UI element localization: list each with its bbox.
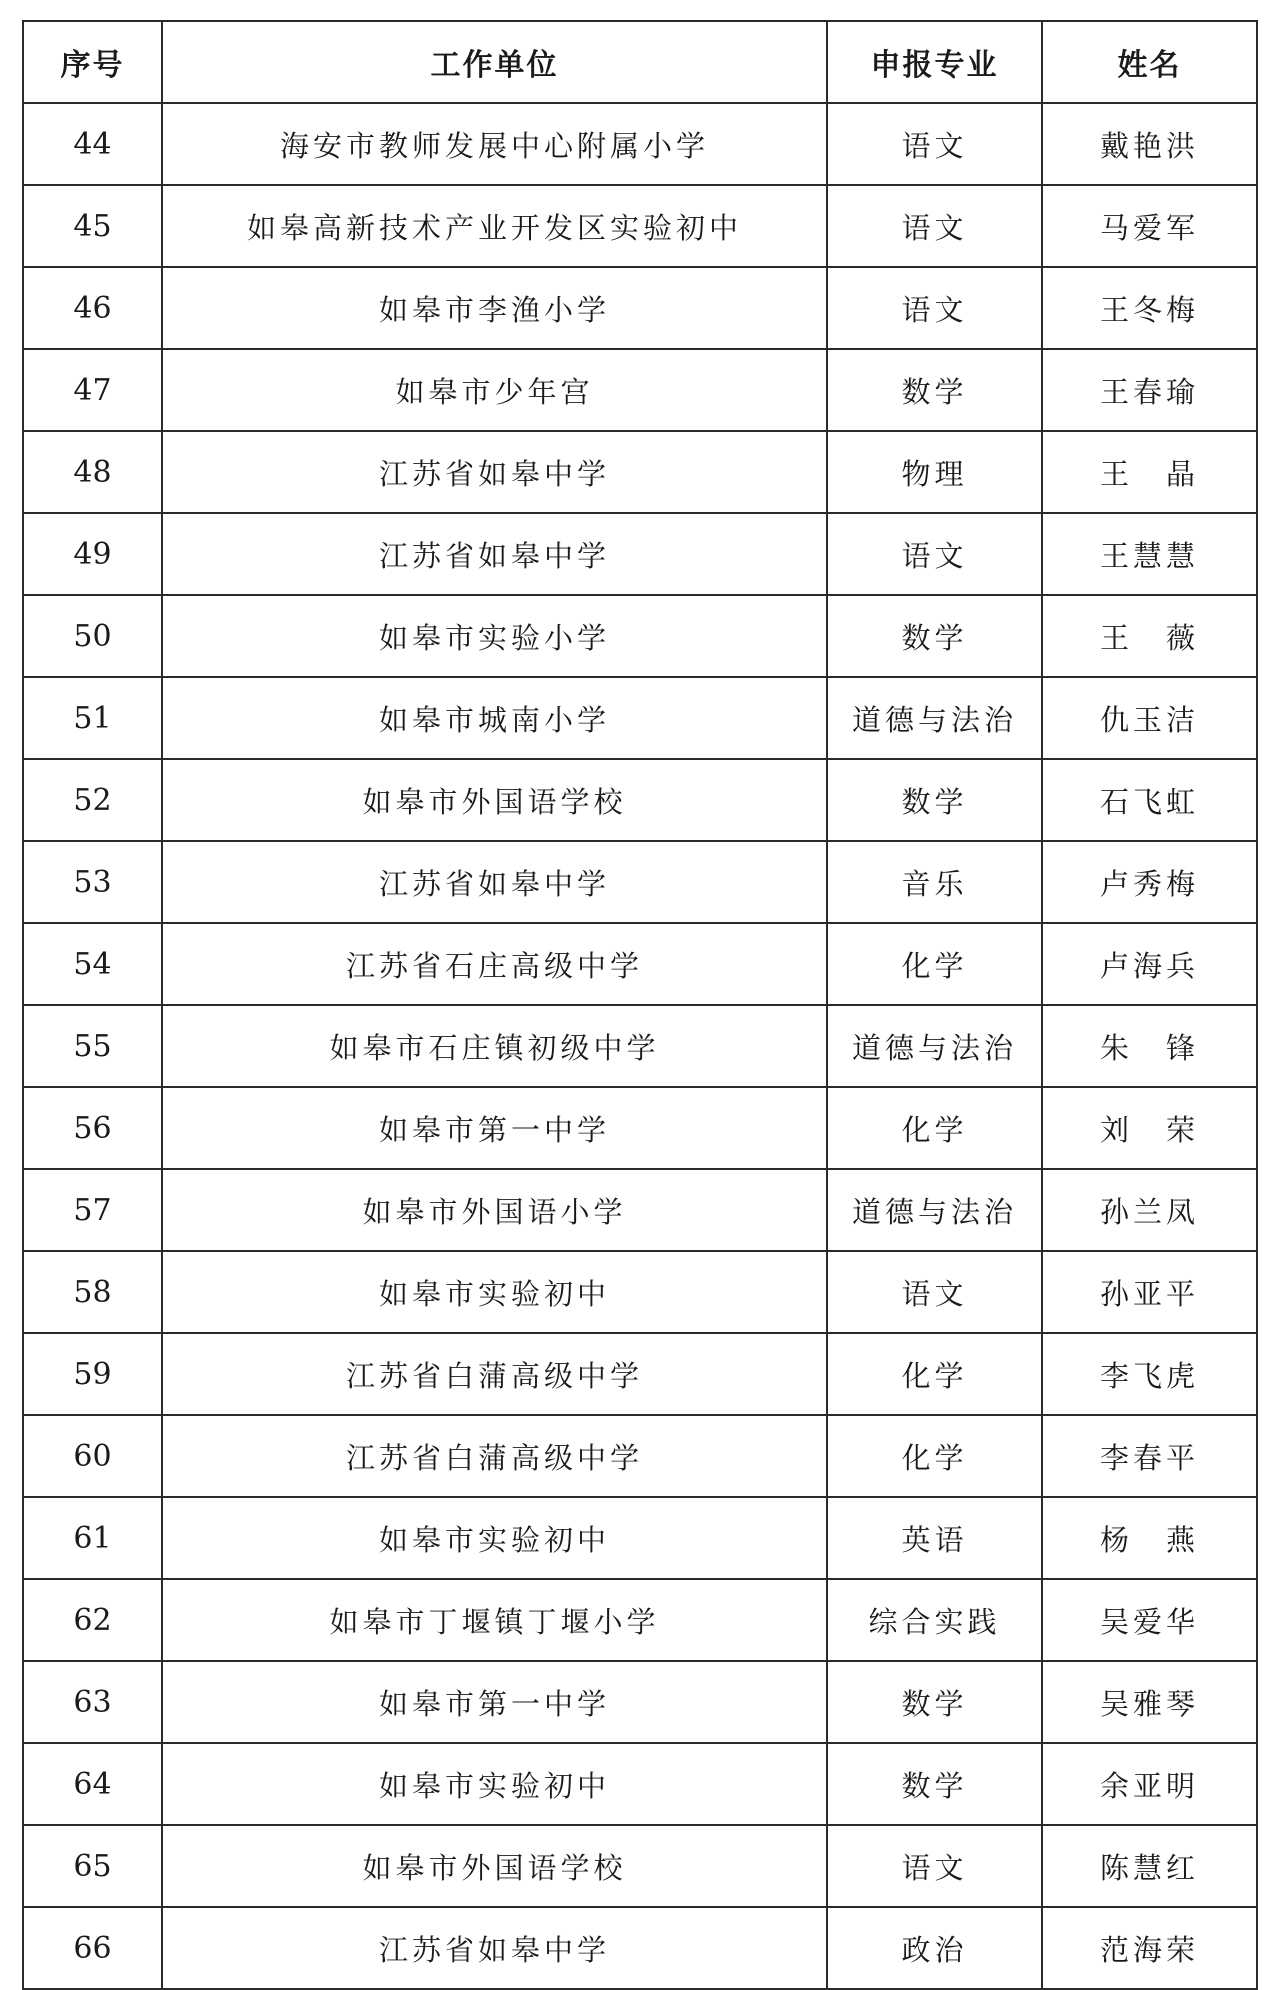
row-index-cell: 65 [23,1825,162,1907]
row-name-cell: 杨 燕 [1042,1497,1257,1579]
row-subject-cell: 化学 [827,1415,1042,1497]
row-work-unit-cell: 江苏省如皋中学 [162,1907,827,1989]
row-index-cell: 54 [23,923,162,1005]
row-index-cell: 52 [23,759,162,841]
row-index-cell: 56 [23,1087,162,1169]
table-row [23,923,1257,1005]
row-name-cell: 吴雅琴 [1042,1661,1257,1743]
row-index-cell: 62 [23,1579,162,1661]
row-index-cell: 45 [23,185,162,267]
row-subject-cell: 数学 [827,595,1042,677]
row-subject-cell: 化学 [827,1333,1042,1415]
row-subject-cell: 语文 [827,103,1042,185]
row-index-cell: 49 [23,513,162,595]
roster-table [22,20,1258,1990]
row-name-cell: 孙兰凤 [1042,1169,1257,1251]
row-index-cell: 63 [23,1661,162,1743]
row-index-cell: 44 [23,103,162,185]
row-work-unit-cell: 江苏省如皋中学 [162,841,827,923]
row-name-cell: 范海荣 [1042,1907,1257,1989]
row-name-cell: 李春平 [1042,1415,1257,1497]
table-row [23,1251,1257,1333]
row-subject-cell: 音乐 [827,841,1042,923]
row-name-cell: 戴艳洪 [1042,103,1257,185]
row-subject-cell: 语文 [827,267,1042,349]
row-work-unit-cell: 如皋市第一中学 [162,1087,827,1169]
row-work-unit-cell: 如皋市第一中学 [162,1661,827,1743]
row-name-cell: 吴爱华 [1042,1579,1257,1661]
table-row [23,513,1257,595]
table-row [23,1579,1257,1661]
table-row [23,1333,1257,1415]
row-subject-cell: 道德与法治 [827,1005,1042,1087]
row-subject-cell: 数学 [827,349,1042,431]
row-subject-cell: 物理 [827,431,1042,513]
row-index-cell: 57 [23,1169,162,1251]
row-work-unit-cell: 江苏省如皋中学 [162,431,827,513]
row-subject-cell: 数学 [827,759,1042,841]
row-work-unit-cell: 如皋市外国语学校 [162,1825,827,1907]
row-subject-cell: 数学 [827,1743,1042,1825]
row-index-cell: 51 [23,677,162,759]
row-name-cell: 仇玉洁 [1042,677,1257,759]
row-work-unit-cell: 江苏省石庄高级中学 [162,923,827,1005]
row-name-cell: 朱 锋 [1042,1005,1257,1087]
table-row [23,1005,1257,1087]
row-subject-cell: 道德与法治 [827,677,1042,759]
row-index-cell: 55 [23,1005,162,1087]
row-work-unit-cell: 江苏省白蒲高级中学 [162,1415,827,1497]
row-work-unit-cell: 如皋市丁堰镇丁堰小学 [162,1579,827,1661]
row-work-unit-cell: 江苏省白蒲高级中学 [162,1333,827,1415]
row-name-cell: 王冬梅 [1042,267,1257,349]
table-row [23,185,1257,267]
row-name-cell: 石飞虹 [1042,759,1257,841]
row-work-unit-cell: 江苏省如皋中学 [162,513,827,595]
table-row [23,431,1257,513]
table-row [23,1497,1257,1579]
row-subject-cell: 化学 [827,1087,1042,1169]
row-subject-cell: 语文 [827,1251,1042,1333]
row-index-cell: 47 [23,349,162,431]
row-name-cell: 王 薇 [1042,595,1257,677]
row-work-unit-cell: 如皋市石庄镇初级中学 [162,1005,827,1087]
table-row [23,1825,1257,1907]
row-work-unit-cell: 如皋高新技术产业开发区实验初中 [162,185,827,267]
row-work-unit-cell: 如皋市外国语学校 [162,759,827,841]
row-index-cell: 46 [23,267,162,349]
table-row [23,1415,1257,1497]
table-row [23,1907,1257,1989]
row-name-cell: 卢海兵 [1042,923,1257,1005]
row-subject-cell: 化学 [827,923,1042,1005]
table-row [23,595,1257,677]
row-index-cell: 48 [23,431,162,513]
row-name-cell: 刘 荣 [1042,1087,1257,1169]
row-subject-cell: 综合实践 [827,1579,1042,1661]
row-index-cell: 50 [23,595,162,677]
table-row [23,103,1257,185]
row-index-cell: 53 [23,841,162,923]
row-index-cell: 59 [23,1333,162,1415]
row-index-cell: 66 [23,1907,162,1989]
row-work-unit-cell: 如皋市城南小学 [162,677,827,759]
table-row [23,1169,1257,1251]
header-row [23,21,1257,103]
row-work-unit-cell: 如皋市实验初中 [162,1497,827,1579]
header-name: 姓名 [1042,21,1257,103]
row-index-cell: 64 [23,1743,162,1825]
roster-table-container [22,20,1256,1990]
row-work-unit-cell: 如皋市实验初中 [162,1251,827,1333]
row-subject-cell: 语文 [827,513,1042,595]
row-work-unit-cell: 如皋市实验小学 [162,595,827,677]
row-index-cell: 61 [23,1497,162,1579]
table-row [23,759,1257,841]
table-row [23,349,1257,431]
row-subject-cell: 语文 [827,185,1042,267]
table-row [23,267,1257,349]
row-work-unit-cell: 如皋市外国语小学 [162,1169,827,1251]
row-subject-cell: 政治 [827,1907,1042,1989]
row-name-cell: 马爱军 [1042,185,1257,267]
table-row [23,1743,1257,1825]
row-subject-cell: 语文 [827,1825,1042,1907]
row-name-cell: 孙亚平 [1042,1251,1257,1333]
row-subject-cell: 道德与法治 [827,1169,1042,1251]
row-work-unit-cell: 如皋市实验初中 [162,1743,827,1825]
table-row [23,677,1257,759]
header-work-unit: 工作单位 [162,21,827,103]
row-index-cell: 60 [23,1415,162,1497]
row-work-unit-cell: 如皋市李渔小学 [162,267,827,349]
row-name-cell: 李飞虎 [1042,1333,1257,1415]
row-name-cell: 王慧慧 [1042,513,1257,595]
table-row [23,841,1257,923]
row-name-cell: 卢秀梅 [1042,841,1257,923]
row-work-unit-cell: 如皋市少年宫 [162,349,827,431]
header-subject: 申报专业 [827,21,1042,103]
table-row [23,1661,1257,1743]
row-name-cell: 王春瑜 [1042,349,1257,431]
row-name-cell: 王 晶 [1042,431,1257,513]
header-index: 序号 [23,21,162,103]
row-name-cell: 陈慧红 [1042,1825,1257,1907]
table-body [23,103,1257,1989]
row-work-unit-cell: 海安市教师发展中心附属小学 [162,103,827,185]
row-subject-cell: 英语 [827,1497,1042,1579]
row-subject-cell: 数学 [827,1661,1042,1743]
table-row [23,1087,1257,1169]
row-index-cell: 58 [23,1251,162,1333]
table-header [23,21,1257,103]
row-name-cell: 余亚明 [1042,1743,1257,1825]
